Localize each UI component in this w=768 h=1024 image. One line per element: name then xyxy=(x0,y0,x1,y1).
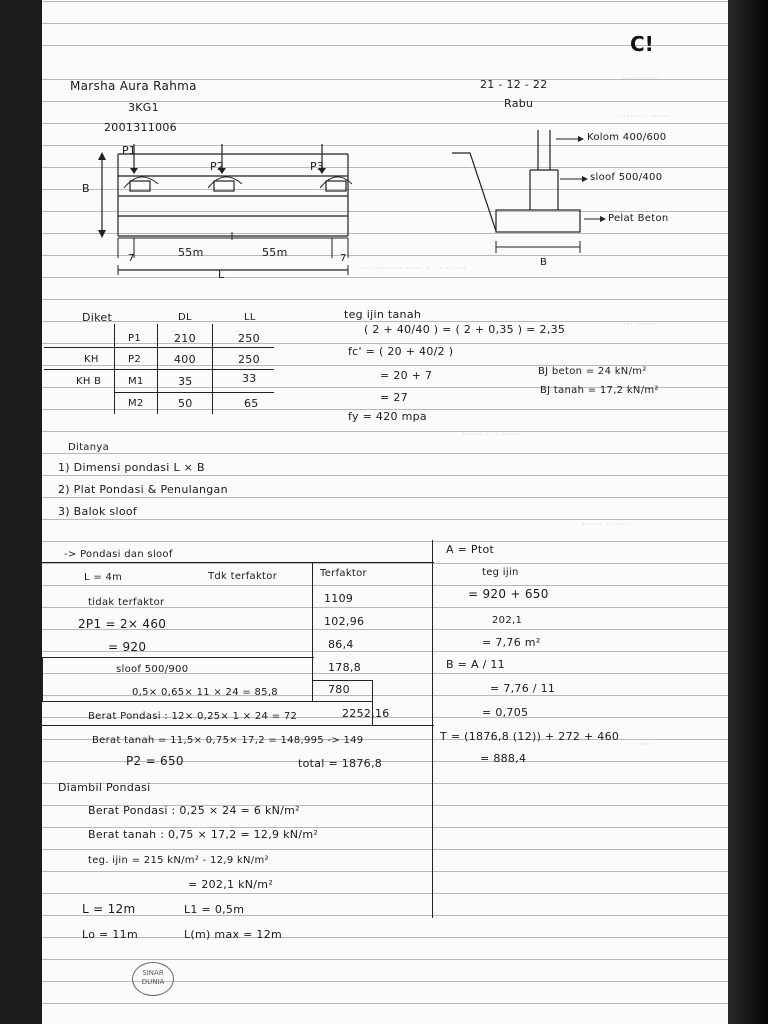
diambil-line-6a: Lo = 11m xyxy=(82,928,138,941)
day: Rabu xyxy=(504,97,534,110)
bj-beton: BJ beton = 24 kN/m² xyxy=(538,366,647,377)
row-ll: 250 xyxy=(238,353,260,366)
pondasi-l: L = 4m xyxy=(84,572,123,583)
diambil-line-1: Berat Pondasi : 0,25 × 24 = 6 kN/m² xyxy=(88,804,300,817)
ditanya-title: Ditanya xyxy=(68,442,110,453)
load-p3-label: P3 xyxy=(310,160,325,173)
brand-logo xyxy=(132,962,174,996)
row-dl: 400 xyxy=(174,353,196,366)
pondasi-row-right: 102,96 xyxy=(324,615,365,628)
p2-value: P2 = 650 xyxy=(126,754,184,768)
row-ll: 65 xyxy=(244,397,259,410)
pondasi-row-left: = 920 xyxy=(108,640,147,654)
col-tdk-terfaktor: Tdk terfaktor xyxy=(208,571,278,582)
area-line-2: teg ijin xyxy=(482,567,519,578)
plat-label: Pelat Beton xyxy=(608,213,669,224)
kolom-label: Kolom 400/600 xyxy=(587,132,667,143)
height-label: B xyxy=(82,182,90,195)
student-class: 3KG1 xyxy=(128,101,159,114)
berat-pondasi-value: 2252,16 xyxy=(342,707,390,720)
row-group: KH B xyxy=(76,376,102,387)
pondasi-row-left: sloof 500/900 xyxy=(116,664,189,675)
diambil-line-5b: L1 = 0,5m xyxy=(184,903,245,916)
length-label: L xyxy=(218,268,225,281)
col-dl: DL xyxy=(178,312,192,323)
row-dl: 210 xyxy=(174,332,196,345)
load-p1-label: P1 xyxy=(122,144,137,157)
pondasi-row-right: 780 xyxy=(328,683,350,696)
background-edge xyxy=(728,0,768,1024)
sloof-label: sloof 500/400 xyxy=(590,172,663,183)
berat-tanah: Berat tanah = 11,5× 0,75× 17,2 = 148,995 -> 149 xyxy=(92,735,364,746)
diambil-line-2: Berat tanah : 0,75 × 17,2 = 12,9 kN/m² xyxy=(88,828,319,841)
area-line-8: = 0,705 xyxy=(482,706,529,719)
col-terfaktor: Terfaktor xyxy=(320,568,367,579)
span-1-label: 55m xyxy=(178,246,204,259)
row-name: M1 xyxy=(128,376,144,387)
span-left-label: 7 xyxy=(128,253,135,264)
teg-line-5: fy = 420 mpa xyxy=(348,410,427,423)
notebook-page: Marsha Aura Rahma 3KG1 2001311006 21 - 12 - 22 Rabu C! P1 P2 P3 B 7 55m 55m 7 L B Kolom 400/600 sloof 500/400 Pelat Beton ··· ········ ····· · · · ·· ··· ····· ····· ······ · ······ ···· ······ ······ ·· · ····· ······ · ····· ·· · · · · ···· Diket DL LL P1 210 250 KH P2 400 250 KH B M1 35 33 M2 50 65 teg ijin tanah ( 2 + 40/40 ) = ( 2 + 0,35 ) = 2,35 fc' = ( 20 + 40/2 ) = 20 + 7 = 27 fy = 420 mpa BJ beton = 24 kN/m² BJ tanah = 17,2 kN/m² Ditanya 1) Dimensi pondasi L × B 2) Plat Pondasi & Penulangan 3) Balok sloof -> Pondasi dan sloof L = 4m Tdk terfaktor Terfaktor tidak terfaktor 1109 2P1 = 2× 460 102,96 = 920 86,4 sloof 500/900 178,8 0,5× 0,65× 11 × 24 = 85,8 780 Berat Pondasi : 12× 0,25× 1 × 24 = 72 2252,16 Berat tanah = 11,5× 0,75× 17,2 = 148,995 -> 149 P2 = 650 total = 1876,8 A = Ptot teg ijin = 920 + 650 202,1 = 7,76 m² B = A / 11 = 7,76 / 11 = 0,705 T = (1876,8 (12)) + 272 + 460 = 888,4 Diambil Pondasi Berat Pondasi : 0,25 × 24 = 6 kN/m² Berat tanah : 0,75 × 17,2 = 12,9 kN/m² teg. ijin = 215 kN/m² - 12,9 kN/m² = 202,1 kN/m² L = 12m L1 = 0,5m Lo = 11m L(m) max = 12m SINAR DUNIA xyxy=(42,0,728,1024)
total-value: total = 1876,8 xyxy=(298,757,383,770)
row-dl: 50 xyxy=(178,397,193,410)
diambil-line-5a: L = 12m xyxy=(82,902,136,916)
row-ll: 250 xyxy=(238,332,260,345)
diambil-title: Diambil Pondasi xyxy=(58,781,151,794)
diket-title: Diket xyxy=(82,311,113,324)
pondasi-row-left: tidak terfaktor xyxy=(88,597,165,608)
student-name: Marsha Aura Rahma xyxy=(70,79,197,93)
teg-line-3: = 20 + 7 xyxy=(380,369,433,382)
row-name: P1 xyxy=(128,333,141,344)
logo-line-2: DUNIA xyxy=(141,978,165,986)
diambil-line-4: = 202,1 kN/m² xyxy=(188,878,274,891)
ditanya-item: 3) Balok sloof xyxy=(58,505,138,518)
teg-line-4: = 27 xyxy=(380,391,408,404)
row-name: M2 xyxy=(128,398,144,409)
area-line-4: 202,1 xyxy=(492,615,523,626)
ditanya-item: 2) Plat Pondasi & Penulangan xyxy=(58,483,228,496)
col-ll: LL xyxy=(244,312,256,323)
teg-title: teg ijin tanah xyxy=(344,308,422,321)
ditanya-item: 1) Dimensi pondasi L × B xyxy=(58,461,205,474)
area-line-7: = 7,76 / 11 xyxy=(490,682,556,695)
row-group: KH xyxy=(84,354,99,365)
bj-tanah: BJ tanah = 17,2 kN/m² xyxy=(540,385,659,396)
teg-line-1: ( 2 + 40/40 ) = ( 2 + 0,35 ) = 2,35 xyxy=(364,323,566,336)
pondasi-title: -> Pondasi dan sloof xyxy=(64,549,173,560)
area-line-9: T = (1876,8 (12)) + 272 + 460 xyxy=(440,730,620,743)
pondasi-row-left: 2P1 = 2× 460 xyxy=(78,617,167,631)
area-line-1: A = Ptot xyxy=(446,543,495,556)
pondasi-row-right: 1109 xyxy=(324,592,354,605)
row-dl: 35 xyxy=(178,375,193,388)
diambil-line-6b: L(m) max = 12m xyxy=(184,928,283,941)
diambil-line-3: teg. ijin = 215 kN/m² - 12,9 kN/m² xyxy=(88,855,269,866)
date: 21 - 12 - 22 xyxy=(480,78,548,91)
span-right-label: 7 xyxy=(340,253,347,264)
row-name: P2 xyxy=(128,354,141,365)
row-ll: 33 xyxy=(242,372,257,385)
pondasi-row-right: 86,4 xyxy=(328,638,354,651)
area-line-6: B = A / 11 xyxy=(446,658,505,671)
student-id: 2001311006 xyxy=(104,121,177,134)
area-line-5: = 7,76 m² xyxy=(482,636,541,649)
berat-pondasi: Berat Pondasi : 12× 0,25× 1 × 24 = 72 xyxy=(88,711,298,722)
area-line-10: = 888,4 xyxy=(480,752,527,765)
section-width-label: B xyxy=(540,257,548,268)
logo-line-1: SINAR xyxy=(142,969,164,977)
load-p2-label: P2 xyxy=(210,160,225,173)
span-2-label: 55m xyxy=(262,246,288,259)
section-sketch xyxy=(452,125,612,275)
corner-mark: C! xyxy=(630,32,654,56)
area-line-3: = 920 + 650 xyxy=(468,587,549,601)
pondasi-row-left: 0,5× 0,65× 11 × 24 = 85,8 xyxy=(132,687,278,698)
pondasi-row-right: 178,8 xyxy=(328,661,361,674)
teg-line-2: fc' = ( 20 + 40/2 ) xyxy=(348,345,454,358)
